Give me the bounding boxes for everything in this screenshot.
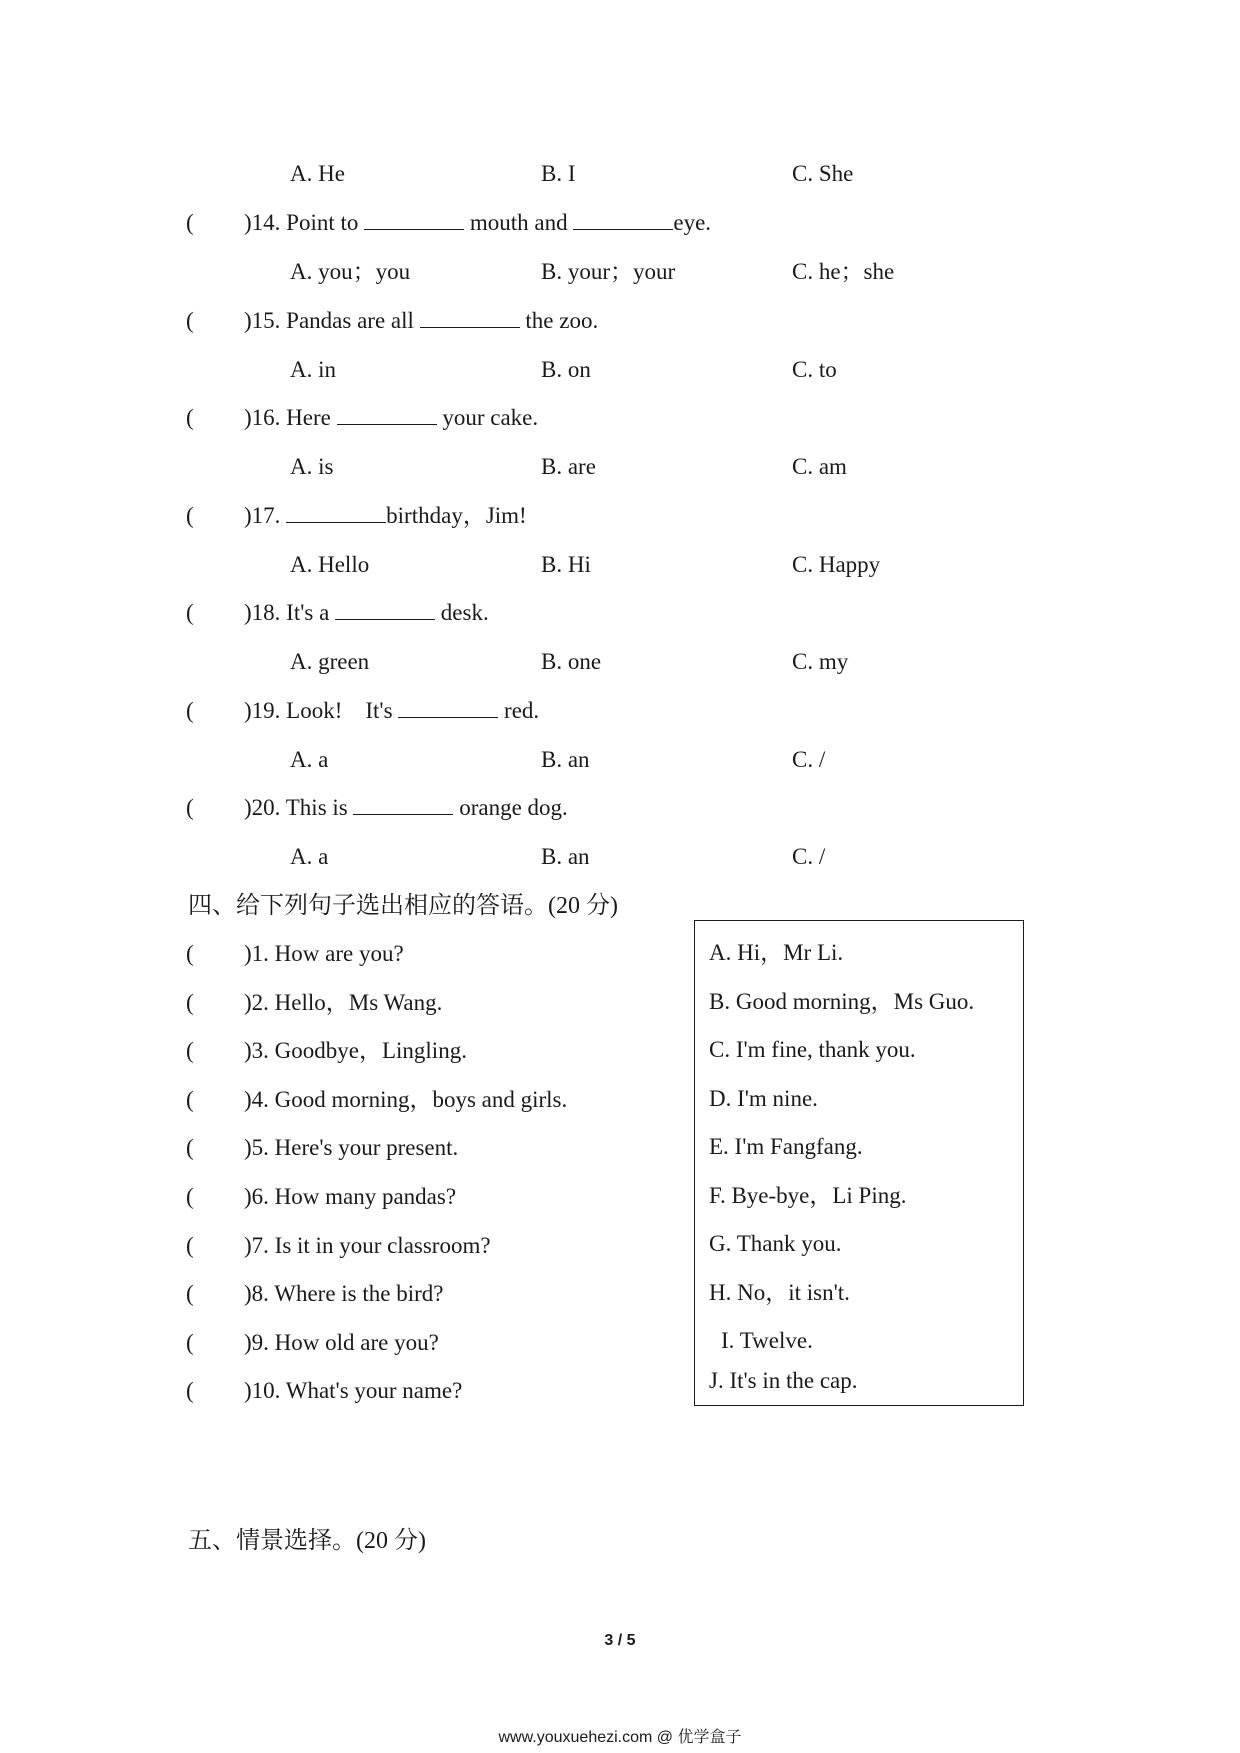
answer-blank [573,209,673,230]
answer-paren: ( [186,1184,194,1209]
option-b: B. your；your [541,259,676,284]
question-line [244,599,489,627]
question-text: This is [285,795,354,820]
option-a: A. green [290,649,370,674]
question-text: mouth and [464,210,574,235]
answer-paren: ( [186,990,194,1015]
question-number: )20. [244,795,286,820]
answer-option: D. I'm nine. [709,1086,818,1111]
option-b: B. an [541,747,590,772]
question-text: orange dog. [453,795,568,820]
question-text: desk. [435,600,489,625]
question-text: Point to [286,210,365,235]
matching-question: )4. Good morning，boys and girls. [244,1087,568,1112]
option-b: B. I [541,161,576,186]
option-c: C. my [792,649,849,674]
answer-blank [364,209,464,230]
answer-option: B. Good morning，Ms Guo. [709,989,975,1014]
question-number: )19. [244,698,287,723]
matching-question: )1. How are you? [244,941,404,966]
question-line [244,404,538,432]
question-text: Here [286,405,337,430]
answer-blank [398,697,498,718]
question-line [244,307,598,335]
option-a: A. in [290,357,336,382]
option-a: A. He [290,161,345,186]
answer-blank [286,502,386,523]
answer-paren: ( [186,1135,194,1160]
answer-paren: ( [186,698,194,723]
answer-option: G. Thank you. [709,1231,842,1256]
question-text: It's a [286,600,336,625]
answer-blank [420,307,520,328]
question-text: the zoo. [519,308,599,333]
answer-paren: ( [186,795,194,820]
question-number: )15. [244,308,287,333]
matching-question: )5. Here's your present. [244,1135,459,1160]
option-c: C. / [792,747,826,772]
option-a: A. is [290,454,334,479]
section-5-title: 五、情景选择。(20 分) [188,1528,426,1554]
question-text: eye. [673,210,712,235]
answer-paren: ( [186,308,194,333]
question-text: your cake. [436,405,539,430]
answer-paren: ( [186,1233,194,1258]
page-number: 3 / 5 [604,1632,636,1649]
answer-option: E. I'm Fangfang. [709,1134,863,1159]
option-c: C. he；she [792,259,895,284]
option-c: C. / [792,844,826,869]
answer-paren: ( [186,1330,194,1355]
question-number: )16. [244,405,287,430]
option-c: C. She [792,161,854,186]
question-line [244,697,539,725]
option-a: A. Hello [290,552,370,577]
answer-paren: ( [186,941,194,966]
answer-paren: ( [186,600,194,625]
footer-watermark: www.youxuehezi.com @ 优学盒子 [498,1729,742,1746]
option-a: A. a [290,747,329,772]
answer-blank [335,599,435,620]
answer-option: A. Hi，Mr Li. [709,940,844,965]
option-b: B. on [541,357,591,382]
matching-question: )2. Hello，Ms Wang. [244,990,443,1015]
option-c: C. to [792,357,837,382]
question-line [244,209,711,237]
question-line [244,794,568,822]
question-number: )18. [244,600,287,625]
question-text: red. [498,698,540,723]
answer-option: J. It's in the cap. [709,1368,858,1393]
answer-paren: ( [186,1087,194,1112]
matching-question: )3. Goodbye，Lingling. [244,1038,467,1063]
question-number: )14. [244,210,287,235]
section-4-title: 四、给下列句子选出相应的答语。(20 分) [188,893,618,919]
matching-question: )8. Where is the bird? [244,1281,444,1306]
option-b: B. an [541,844,590,869]
answer-blank [353,794,453,815]
answer-option: F. Bye-bye，Li Ping. [709,1183,907,1208]
answer-paren: ( [186,405,194,430]
option-b: B. one [541,649,602,674]
question-number: )17. [244,503,287,528]
matching-question: )7. Is it in your classroom? [244,1233,491,1258]
matching-question: )6. How many pandas? [244,1184,457,1209]
option-b: B. are [541,454,596,479]
matching-question: )9. How old are you? [244,1330,439,1355]
answer-paren: ( [186,1281,194,1306]
answer-paren: ( [186,1378,194,1403]
question-text: birthday，Jim! [386,503,527,528]
option-c: C. am [792,454,847,479]
option-c: C. Happy [792,552,881,577]
option-a: A. you；you [290,259,411,284]
answer-paren: ( [186,210,194,235]
answer-options-box [694,920,1024,1406]
answer-option: I. Twelve. [721,1328,813,1353]
question-text: Look! It's [286,698,399,723]
option-a: A. a [290,844,329,869]
answer-paren: ( [186,1038,194,1063]
answer-option: H. No，it isn't. [709,1280,850,1305]
option-b: B. Hi [541,552,591,577]
matching-question: )10. What's your name? [244,1378,463,1403]
question-line [244,502,527,530]
answer-paren: ( [186,503,194,528]
answer-option: C. I'm fine, thank you. [709,1037,916,1062]
question-text: Pandas are all [286,308,420,333]
answer-blank [337,404,437,425]
